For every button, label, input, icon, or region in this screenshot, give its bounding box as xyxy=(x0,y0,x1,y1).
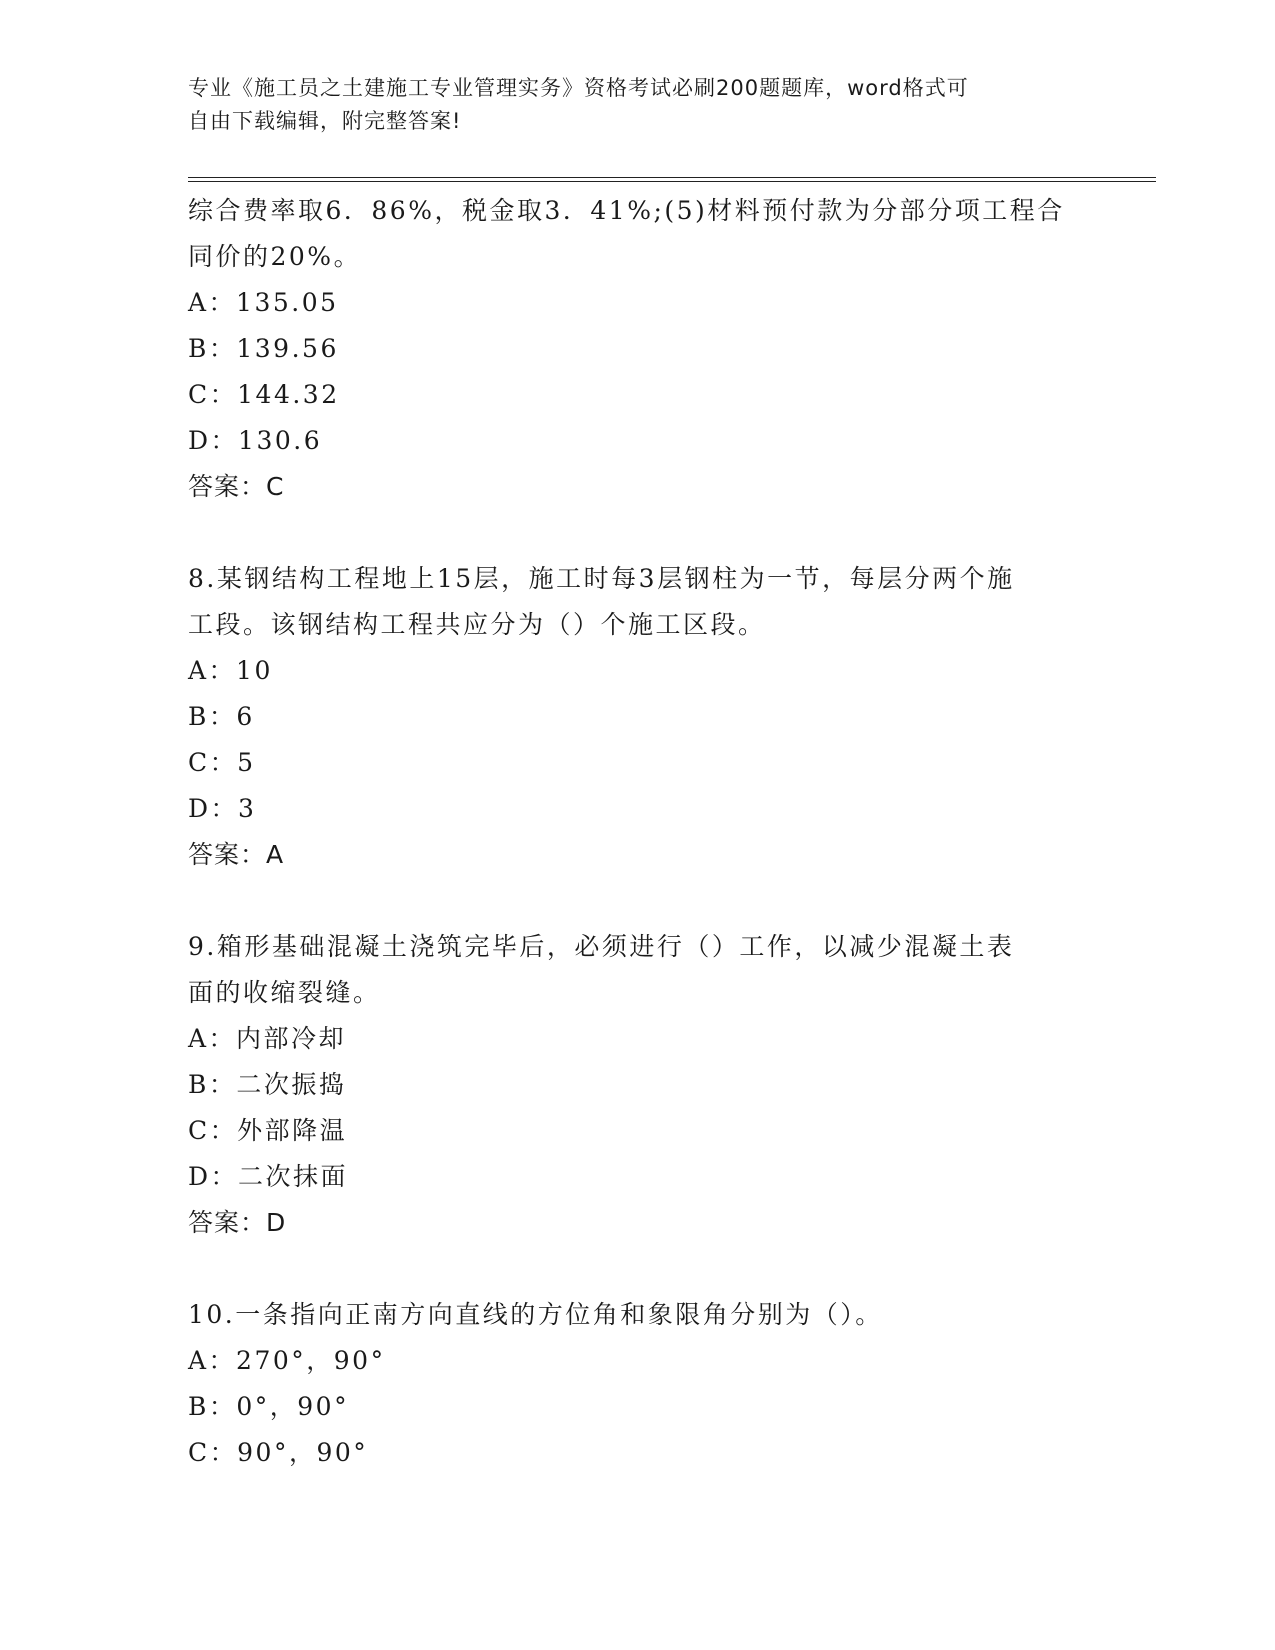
question-9 xyxy=(188,924,1088,1246)
question-text-line: 9.箱形基础混凝土浇筑完毕后，必须进行（）工作，以减少混凝土表 xyxy=(188,932,1015,961)
option-b: B：0°，90° xyxy=(188,1392,350,1421)
document-header xyxy=(188,72,1088,138)
question-10 xyxy=(188,1292,1088,1476)
question-content xyxy=(188,188,1088,1476)
question-8 xyxy=(188,556,1088,878)
answer: 答案：A xyxy=(188,840,285,869)
option-b: B：6 xyxy=(188,702,255,731)
option-b: B：139.56 xyxy=(188,334,339,363)
option-a: A：135.05 xyxy=(188,288,339,317)
spacer xyxy=(188,1246,1088,1292)
option-a: A：10 xyxy=(188,656,273,685)
header-line-2: 自由下载编辑，附完整答案! xyxy=(188,109,462,133)
option-c: C：144.32 xyxy=(188,380,340,409)
question-text-line: 面的收缩裂缝。 xyxy=(188,978,381,1007)
answer: 答案：C xyxy=(188,472,285,501)
answer: 答案：D xyxy=(188,1208,287,1237)
option-d: D：3 xyxy=(188,794,257,823)
option-a: A：270°，90° xyxy=(188,1346,386,1375)
question-text-line: 综合费率取6．86%，税金取3．41%;(5)材料预付款为分部分项工程合 xyxy=(188,196,1065,225)
question-fragment xyxy=(188,188,1088,510)
spacer xyxy=(188,510,1088,556)
header-divider xyxy=(188,177,1156,182)
spacer xyxy=(188,878,1088,924)
question-text-line: 10.一条指向正南方向直线的方位角和象限角分别为（）。 xyxy=(188,1300,883,1329)
question-text-line: 同价的20%。 xyxy=(188,242,362,271)
option-b: B：二次振捣 xyxy=(188,1070,347,1099)
question-text-line: 工段。该钢结构工程共应分为（）个施工区段。 xyxy=(188,610,766,639)
option-a: A：内部冷却 xyxy=(188,1024,347,1053)
header-line-1: 专业《施工员之土建施工专业管理实务》资格考试必刷200题题库，word格式可 xyxy=(188,76,969,100)
question-text-line: 8.某钢结构工程地上15层，施工时每3层钢柱为一节，每层分两个施 xyxy=(188,564,1015,593)
option-c: C：外部降温 xyxy=(188,1116,348,1145)
option-c: C：5 xyxy=(188,748,256,777)
option-d: D：二次抹面 xyxy=(188,1162,349,1191)
option-c: C：90°，90° xyxy=(188,1438,369,1467)
option-d: D：130.6 xyxy=(188,426,323,455)
